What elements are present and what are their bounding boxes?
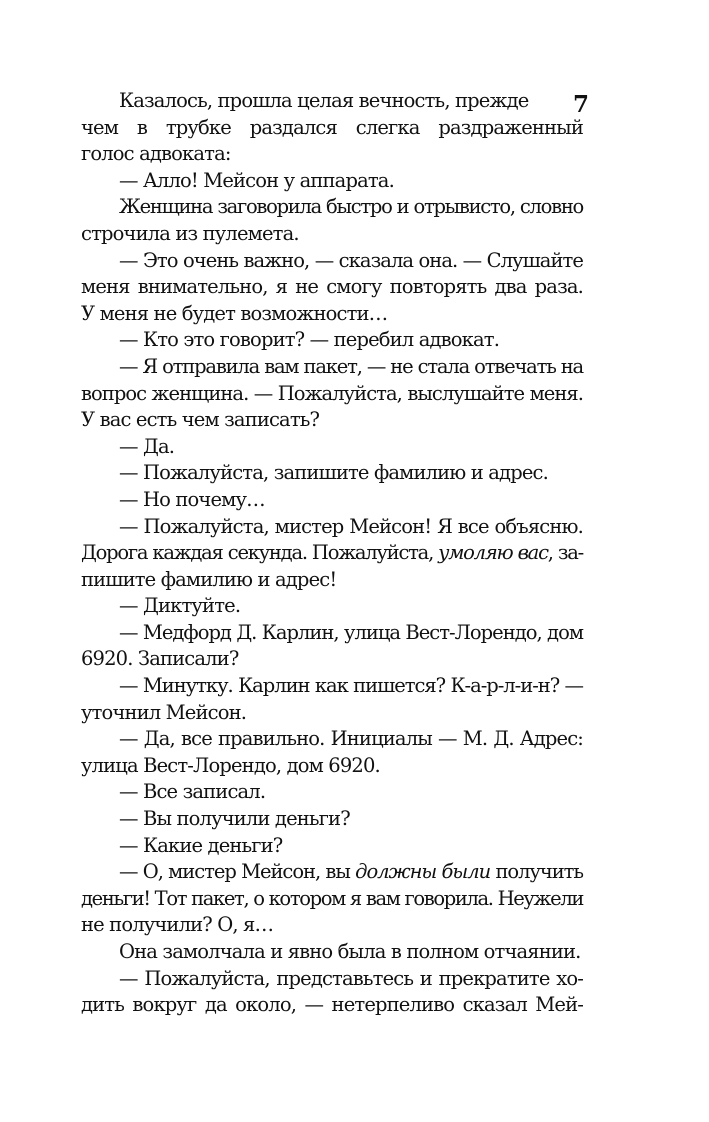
text-line: — Я отправила вам пакет, — не стала отвечать на [119,354,583,378]
text-line: — Да, все правильно. Инициалы — М. Д. Адрес: [119,727,583,751]
text-line: меня внимательно, я не смогу повторять два раза. [81,275,583,299]
text-line: деньги! Тот пакет, о котором я вам говорила. Неужели [81,886,583,910]
italic-text: умоляю вас [438,541,548,565]
text-line: чем в трубке раздался слегка раздраженный [81,115,583,139]
text-segment: , за- [547,541,583,565]
text-line: 6920. Записали? [81,647,239,671]
text-line: У меня не будет возможности… [81,301,388,325]
text-line: — Все записал. [119,780,266,804]
text-line: вопрос женщина. — Пожалуйста, выслушайте меня. [81,381,583,405]
text-line: пишите фамилию и адрес! [81,567,337,591]
text-line: У вас есть чем записать? [81,408,320,432]
text-line [81,859,583,886]
text-line: — Вы получили деньги? [119,807,350,831]
text-line: — Кто это говорит? — перебил адвокат. [119,328,500,352]
text-line: — Медфорд Д. Карлин, улица Вест-Лорендо, дом [119,620,583,644]
text-line: Женщина заговорила быстро и отрывисто, словно [119,195,583,219]
text-line: — Но почему… [119,487,265,511]
italic-text: должны были [355,860,491,884]
text-line: — Да. [119,434,175,458]
text-line: улица Вест-Лорендо, дом 6920. [81,753,380,777]
text-line: — Пожалуйста, представьтесь и прекратите хо- [119,966,583,990]
text-line: — Пожалуйста, запишите фамилию и адрес. [119,461,548,485]
page-number: 7 [573,91,590,118]
text-line: дить вокруг да около, — нетерпеливо сказал Мей- [81,993,583,1017]
text-line: голос адвоката: [81,142,231,166]
text-line: — Пожалуйста, мистер Мейсон! Я все объясню. [119,514,583,538]
text-line: уточнил Мейсон. [81,700,247,724]
text-body [81,88,583,1019]
text-line: строчила из пулемета. [81,221,299,245]
text-segment: — О, мистер Мейсон, вы [119,860,356,884]
text-segment: получить [490,860,583,884]
text-line: не получили? О, я… [81,913,274,937]
text-line: — Диктуйте. [119,594,241,618]
text-line: Казалось, прошла целая вечность, прежде [119,89,529,112]
text-line: Она замолчала и явно была в полном отчаянии. [119,940,581,963]
text-line: — Алло! Мейсон у аппарата. [119,168,394,192]
text-segment: Дорога каждая секунда. Пожалуйста, [81,541,439,565]
text-line: — Какие деньги? [119,833,283,857]
text-line [81,540,583,567]
text-line: — Минутку. Карлин как пишется? К-а-р-л-и-н? — [119,674,583,698]
text-line: — Это очень важно, — сказала она. — Слушайте [119,248,583,272]
